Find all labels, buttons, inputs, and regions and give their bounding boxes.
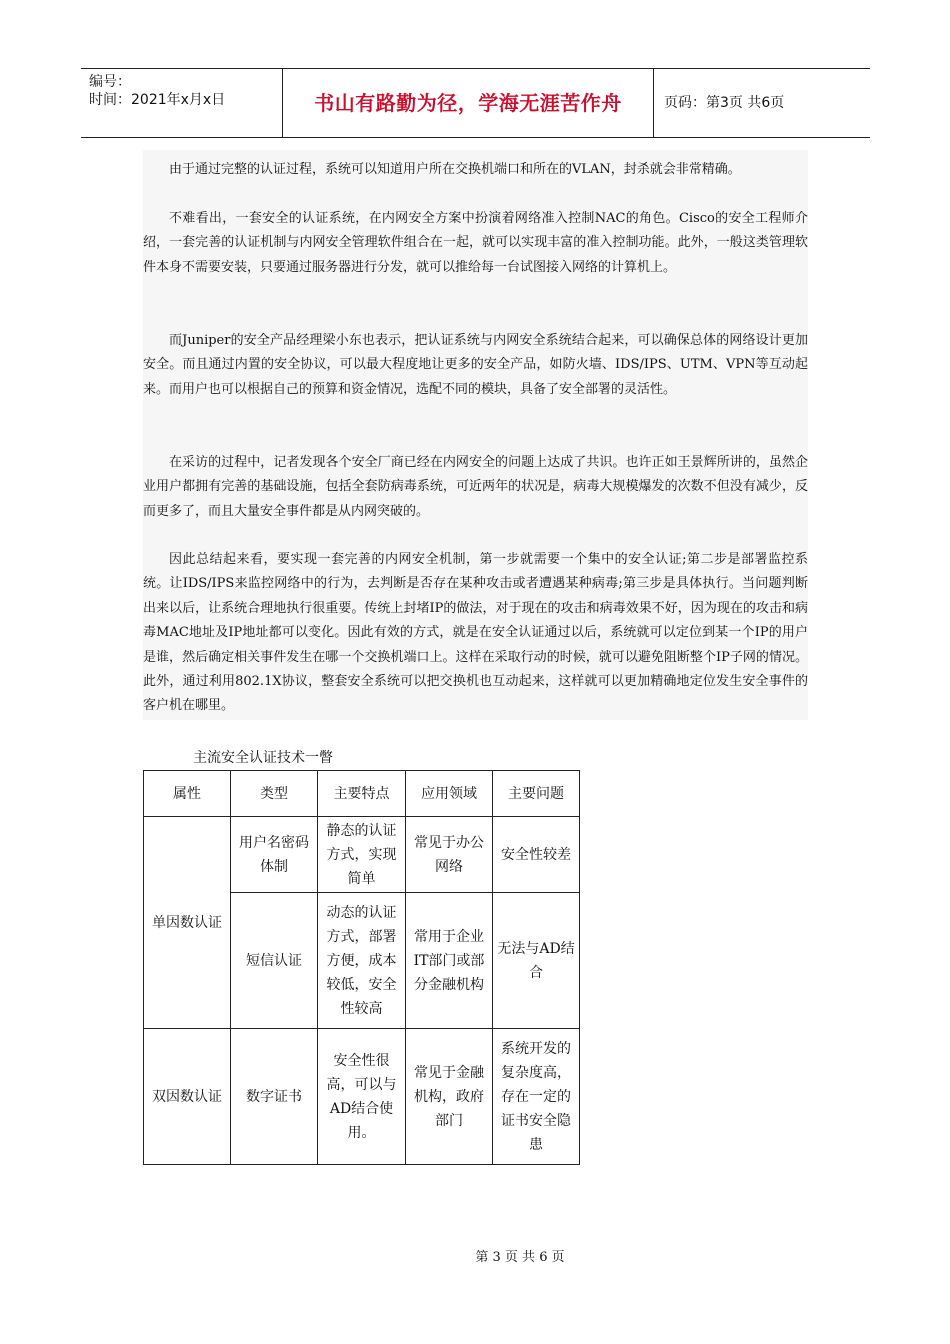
paragraph-1: 由于通过完整的认证过程，系统可以知道用户所在交换机端口和所在的VLAN，封杀就会非常精确。 (169, 162, 741, 177)
field-cell: 常见于金融机构，政府部门 (406, 1029, 493, 1165)
paragraph-5: 因此总结起来看，要实现一套完善的内网安全机制，第一步就需要一个集中的安全认证;第二步是部署监控系统。让IDS/IPS来监控网络中的行为，去判断是否存在某种攻击或者遭遇某种病毒;第三步是具体执行。当问题判断出来以后，让系统合理地执行很重要。传统上封堵IP的做法，对于现在的攻击和病毒效果不好，因为现在的攻击和病毒MAC地址及IP地址都可以变化。因此有效的方式，就是在安全认证通过以后，系统就可以定位到某一个IP的用户是谁，然后确定相关事件发生在哪一个交换机端口上。这样在采取行动的时候，就可以避免阻断整个IP子网的情况。此外，通过利用802.1X协议，整套安全系统可以把交换机也互动起来，这样就可以更加精确地定位发生安全事件的客户机在哪里。 (143, 552, 808, 714)
field-cell: 常见于办公网络 (406, 817, 493, 893)
document-header (81, 68, 870, 138)
page-footer: 第 3 页 共 6 页 (475, 1250, 565, 1265)
header-motto: 书山有路勤为径，学海无涯苦作舟 (283, 69, 654, 137)
header-cell: 应用领域 (406, 771, 493, 817)
paragraph-3: 而Juniper的安全产品经理梁小东也表示，把认证系统与内网安全系统结合起来，可以确保总体的网络设计更加安全。而且通过内置的安全协议，可以最大程度地让更多的安全产品，如防火墙、IDS/IPS、UTM、VPN等互动起来。而用户也可以根据自己的预算和资金情况，选配不同的模块，具备了安全部署的灵活性。 (143, 333, 808, 397)
paragraph-2: 不难看出，一套安全的认证系统，在内网安全方案中扮演着网络准入控制NAC的角色。Cisco的安全工程师介绍，一套完善的认证机制与内网安全管理软件组合在一起，就可以实现丰富的准入控制功能。此外，一般这类管理软件本身不需要安装，只要通过服务器进行分发，就可以推给每一台试图接入网络的计算机上。 (143, 211, 808, 275)
type-cell: 用户名密码体制 (231, 817, 318, 893)
attribute-cell: 单因数认证 (144, 817, 231, 1029)
table-header-row (144, 771, 580, 817)
feature-cell: 动态的认证方式，部署方便，成本较低，安全性较高 (318, 893, 406, 1029)
header-cell: 类型 (231, 771, 318, 817)
field-cell: 常用于企业IT部门或部分金融机构 (406, 893, 493, 1029)
problem-cell: 系统开发的复杂度高，存在一定的证书安全隐患 (493, 1029, 580, 1165)
header-page-label: 页码：第3页 共6页 (664, 95, 785, 111)
feature-cell: 安全性很高，可以与AD结合使用。 (318, 1029, 406, 1165)
attribute-cell: 双因数认证 (144, 1029, 231, 1165)
header-meta (81, 69, 283, 137)
auth-tech-table (143, 770, 580, 1165)
date-label: 时间：2021年x月x日 (89, 92, 226, 108)
type-cell: 数字证书 (231, 1029, 318, 1165)
header-cell: 主要特点 (318, 771, 406, 817)
table-row (144, 1029, 580, 1165)
table-caption: 主流安全认证技术一瞥 (193, 750, 333, 766)
header-cell: 主要问题 (493, 771, 580, 817)
header-cell: 属性 (144, 771, 231, 817)
paragraph-4: 在采访的过程中，记者发现各个安全厂商已经在内网安全的问题上达成了共识。也许正如王景辉所讲的，虽然企业用户都拥有完善的基础设施，包括全套防病毒系统，可近两年的状况是，病毒大规模爆发的次数不但没有减少，反而更多了，而且大量安全事件都是从内网突破的。 (143, 455, 808, 519)
problem-cell: 无法与AD结合 (493, 893, 580, 1029)
serial-label: 编号： (89, 74, 131, 90)
type-cell: 短信认证 (231, 893, 318, 1029)
problem-cell: 安全性较差 (493, 817, 580, 893)
feature-cell: 静态的认证方式，实现简单 (318, 817, 406, 893)
table-row (144, 817, 580, 893)
